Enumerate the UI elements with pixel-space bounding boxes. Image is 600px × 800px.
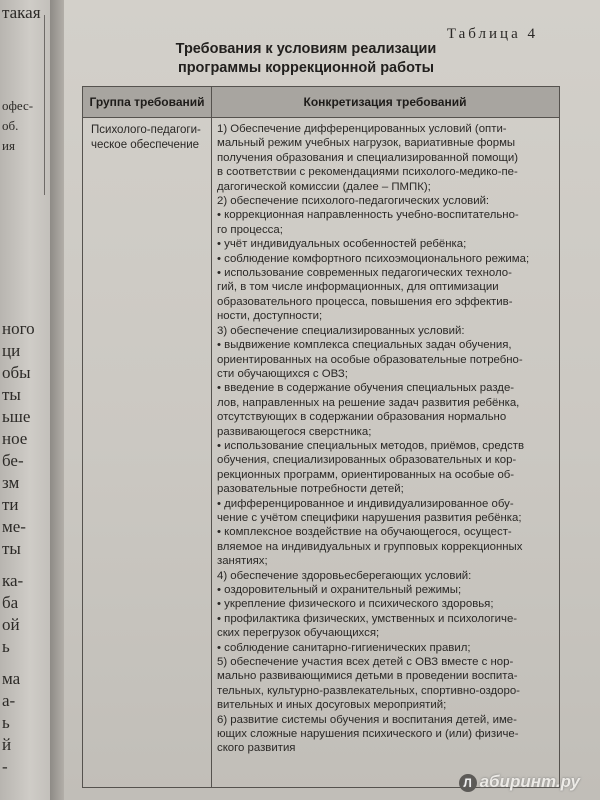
group-cell-line: ческое обеспечение <box>91 139 200 151</box>
specification-line: • дифференцированное и индивидуализированное обу- <box>217 497 514 510</box>
column-divider <box>211 87 212 787</box>
left-page-text-fragment: ци <box>2 341 21 360</box>
specification-line: вительных и иных досуговых мероприятий; <box>217 699 447 712</box>
left-page-text-fragment: ти <box>2 495 19 514</box>
specification-line: мально развивающимися детьми в проведении воспита- <box>217 670 518 683</box>
specification-line: • соблюдение санитарно-гигиенических правил; <box>217 641 471 654</box>
left-page-text-fragment: ия <box>2 138 15 153</box>
specification-line: • использование современных педагогических техноло- <box>217 267 512 280</box>
specification-line: 4) обеспечение здоровьесберегающих условий: <box>217 569 472 582</box>
specification-line: занятиях; <box>217 555 268 568</box>
left-page-text-fragment: ой <box>2 615 20 634</box>
table-number-label: Таблица 4 <box>446 26 538 42</box>
specification-line: разовательные потребности детей; <box>217 483 404 496</box>
specification-line: • соблюдение комфортного психоэмоционального режима; <box>217 252 530 265</box>
specification-line: • комплексное воздействие на обучающегося, осущест- <box>217 526 512 539</box>
specification-line: • укрепление физического и психического здоровья; <box>217 598 494 611</box>
specification-line: ющих сложные нарушения психического и (или) физиче- <box>217 728 519 741</box>
specification-line: вляемое на индивидуальных и групповых коррекционных <box>217 540 523 553</box>
specification-line: 1) Обеспечение дифференцированных условий (опти- <box>217 123 507 135</box>
left-page-text-fragment: ба <box>2 593 19 612</box>
specification-line: рекционных программ, ориентированных на особые об- <box>217 468 515 481</box>
specification-line: • оздоровительный и охранительный режимы; <box>217 584 462 596</box>
specification-line: сти обучающихся с ОВЗ; <box>217 367 348 380</box>
left-page-text-fragment: ме- <box>2 517 26 536</box>
specification-line: ности, доступности; <box>217 310 323 323</box>
left-page-text-fragment: обы <box>2 363 31 382</box>
specification-line: 3) обеспечение специализированных условий: <box>217 324 465 337</box>
title-line: Требования к условиям реализации <box>175 41 437 57</box>
specification-line: чение с учётом специфики нарушения развития ребёнка; <box>217 511 522 524</box>
specification-line: дагогической комиссии (далее – ПМПК); <box>217 180 431 193</box>
specification-line: • использование специальных методов, приёмов, средств <box>217 439 525 452</box>
specification-line: ского развития <box>217 742 296 755</box>
left-page-text-fragment: ьше <box>2 407 31 426</box>
specification-line: го процесса; <box>217 223 283 236</box>
table-header-row <box>83 87 559 118</box>
specification-line: гий, в том числе информационных, для оптимизации <box>217 281 499 294</box>
left-page-text-fragment: ь <box>2 713 10 732</box>
left-page-text-fragment: такая <box>2 3 41 22</box>
specification-line: 2) обеспечение психолого-педагогических условий: <box>217 195 490 208</box>
left-page-text-fragment: й <box>2 735 12 754</box>
left-page-text-fragment: ка- <box>2 571 24 590</box>
left-page-text-fragment: ь <box>2 637 10 656</box>
specification-line: 5) обеспечение участия всех детей с ОВЗ вместе с нор- <box>217 656 514 669</box>
specification-line: лов, направленных на решение задач развития ребёнка, <box>217 396 520 409</box>
left-page-text-fragment: офес- <box>2 98 34 113</box>
header-specification-column: Конкретизация требований <box>303 95 467 109</box>
specification-line: • профилактика физических, умственных и психологиче- <box>217 612 518 625</box>
left-page-text-fragment: бе- <box>2 451 24 470</box>
left-page-text-fragment: ное <box>2 429 28 448</box>
left-page-text-fragment: а- <box>2 691 16 710</box>
left-page-text-fragment: ты <box>2 539 21 558</box>
left-page-text-fragment: ма <box>2 669 21 688</box>
left-page-rule <box>44 15 45 195</box>
specification-line: • учёт индивидуальных особенностей ребёнка; <box>217 238 467 251</box>
specification-line: получения образования и специализированной помощи) <box>217 151 519 164</box>
specification-line: тельных, культурно-развлекательных, спортивно-оздоро- <box>217 684 520 697</box>
specification-line: обучения, специализированных образовательных и кор- <box>217 454 517 467</box>
specification-line: мальный режим учебных нагрузок, вариативные формы <box>217 137 516 150</box>
left-page-text-fragment: об. <box>2 118 19 133</box>
right-page <box>64 0 600 800</box>
left-page-text-fragment: - <box>2 757 8 776</box>
left-page-fragment <box>0 0 50 800</box>
specification-line: образовательного процесса, повышения его эффектив- <box>217 295 513 308</box>
specification-line: развивающегося сверстника; <box>217 425 372 438</box>
specification-line: • введение в содержание обучения специальных разде- <box>217 382 515 395</box>
specification-line: в соответствии с рекомендациями психолого-медико-пе- <box>217 166 518 179</box>
specification-line: 6) развитие системы обучения и воспитания детей, име- <box>217 713 517 726</box>
specification-line: • коррекционная направленность учебно-воспитательно- <box>217 209 519 222</box>
group-cell-line: Психолого-педагоги- <box>91 124 201 136</box>
group-cell <box>91 123 207 153</box>
specification-line: • выдвижение комплекса специальных задач обучения, <box>217 339 512 352</box>
labirint-logo-icon: Л <box>459 774 477 792</box>
left-page-text-fragment: ты <box>2 385 21 404</box>
specification-line: ориентированных на особые образовательные потребно- <box>217 353 523 366</box>
watermark <box>459 772 580 792</box>
requirements-table <box>82 86 560 788</box>
left-page-text-fragment: зм <box>2 473 20 492</box>
title-line: программы коррекционной работы <box>177 60 435 76</box>
specification-line: ских перегрузок обучающихся; <box>217 627 380 640</box>
specification-cell <box>217 122 553 756</box>
left-page-text-fragment: ного <box>2 319 35 338</box>
specification-line: отсутствующих в содержании образования нормально <box>217 411 507 424</box>
table-title <box>156 40 456 78</box>
watermark-text: абиринт.ру <box>479 772 580 791</box>
header-group-column: Группа требований <box>89 95 205 109</box>
